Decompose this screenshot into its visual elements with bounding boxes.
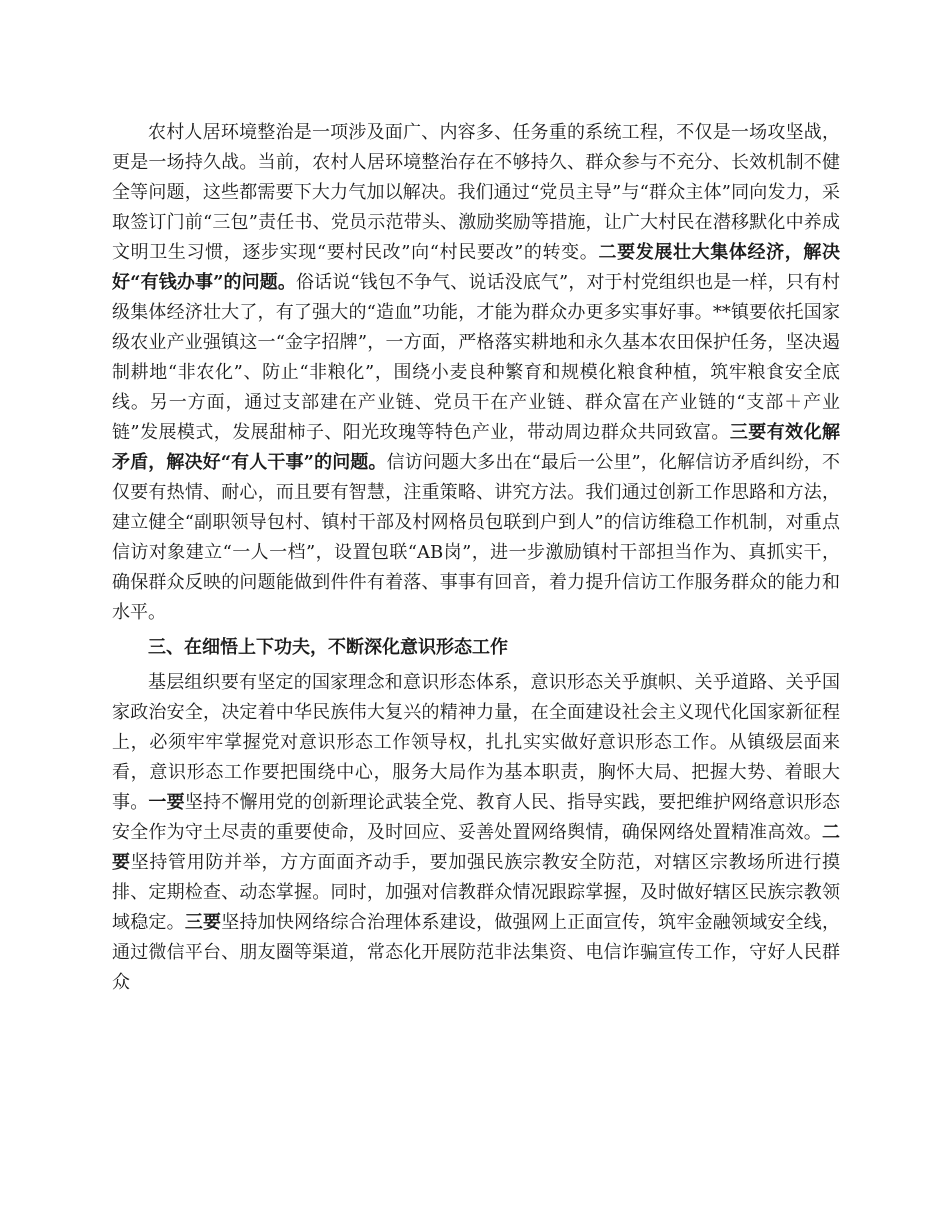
bold-marker-first: 一要	[148, 792, 185, 813]
paragraph-text: 农村人居环境整治是一项涉及面广、内容多、任务重的系统工程，不仅是一场攻坚战，更是一场持久战。当前，农村人居环境整治存在不够持久、群众参与不充分、长效机制不健全等问题，这些都需要下大力气加以解决。我们通过“党员主导”与“群众主体”同向发力，采取签订门前“三包”责任书、党员示范带头、激励奖励等措施，让广大村民在潜移默化中养成文明卫生习惯，逐步实现“要村民改”向“村民要改”的转变。	[112, 122, 840, 263]
bold-marker-third: 三要	[184, 912, 222, 933]
body-paragraph-ideology	[112, 668, 840, 998]
paragraph-text: 坚持加快网络综合治理体系建设，做强网上正面宣传，筑牢金融领域安全线，通过微信平台、朋友圈等渠道，常态化开展防范非法集资、电信诈骗宣传工作，守好人民群众	[112, 912, 841, 993]
paragraph-text: 俗话说“钱包不争气、说话没底气”，对于村党组织也是一样，只有村级集体经济壮大了，有了强大的“造血”功能，才能为群众办更多实事好事。**镇要依托国家级农业产业强镇这一“金字招牌”，一方面，严格落实耕地和永久基本农田保护任务，坚决遏制耕地“非农化”、防止“非粮化”，围绕小麦良种繁育和规模化粮食种植，筑牢粮食安全底线。另一方面，通过支部建在产业链、党员干在产业链、群众富在产业链的“支部＋产业链”发展模式，发展甜柿子、阳光玫瑰等特色产业，带动周边群众共同致富。	[112, 272, 840, 443]
paragraph-text: 坚持管用防并举，方方面面齐动手，要加强民族宗教安全防范，对辖区宗教场所进行摸排、定期检查、动态掌握。同时，加强对信教群众情况跟踪掌握，及时做好辖区民族宗教领域稳定。	[112, 852, 840, 933]
paragraph-text: 基层组织要有坚定的国家理念和意识形态体系，意识形态关乎旗帜、关乎道路、关乎国家政治安全，决定着中华民族伟大复兴的精神力量，在全面建设社会主义现代化国家新征程上，必须牢牢掌握党对意识形态工作领导权，扎扎实实做好意识形态工作。从镇级层面来看，意识形态工作要把围绕中心，服务大局作为基本职责，胸怀大局、把握大势、着眼大事。	[112, 672, 840, 813]
section-heading: 三、在细悟上下功夫，不断深化意识形态工作	[148, 637, 508, 658]
paragraph-text: 坚持不懈用党的创新理论武装全党、教育人民、指导实践，要把维护网络意识形态安全作为守土尽责的重要使命，及时回应、妥善处置网络舆情，确保网络处置精准高效。	[112, 792, 841, 843]
bold-marker-second: 二要	[112, 822, 840, 873]
body-paragraph-rural-environment	[112, 118, 840, 628]
paragraph-text: 信访问题大多出在“最后一公里”，化解信访矛盾纠纷，不仅要有热情、耐心，而且要有智慧，注重策略、讲究方法。我们通过创新工作思路和方法，建立健全“副职领导包村、镇村干部及村网格员包联到户到人”的信访维稳工作机制，对重点信访对象建立“一人一档”，设置包联“AB岗”，进一步激励镇村干部担当作为、真抓实干，确保群众反映的问题能做到件件有着落、事事有回音，着力提升信访工作服务群众的能力和水平。	[112, 452, 840, 623]
bold-point-resolve-conflicts: 三要有效化解矛盾，解决好“有人干事”的问题。	[112, 422, 840, 473]
bold-point-collective-economy: 二要发展壮大集体经济，解决好“有钱办事”的问题。	[112, 242, 840, 293]
document-page	[112, 118, 840, 998]
